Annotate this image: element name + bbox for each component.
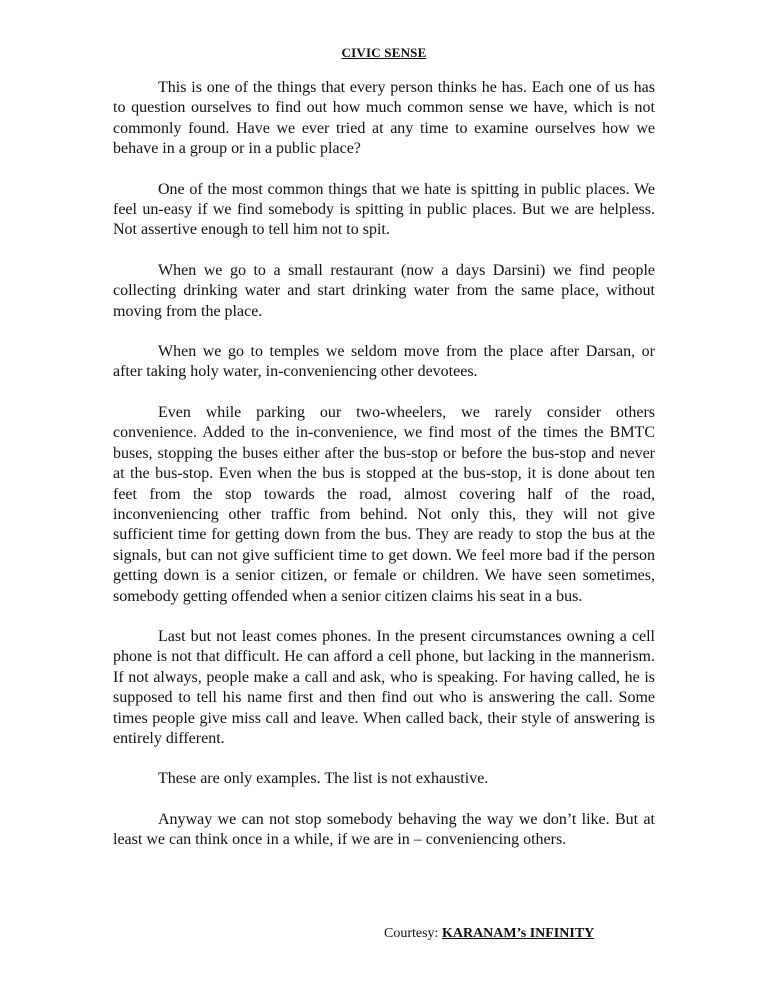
courtesy-line	[384, 926, 594, 942]
courtesy-label: Courtesy:	[384, 926, 442, 941]
paragraph-intro: This is one of the things that every person thinks he has. Each one of us has to question ourselves to find out how much common sense we have, which is not commonly found. Have we ever tried at any time to examine ourselves how we behave in a group or in a public place?	[113, 79, 655, 158]
document-body	[113, 78, 655, 871]
paragraph-temples: When we go to temples we seldom move from the place after Darsan, or after taking holy water, in-conveniencing other devotees.	[113, 343, 655, 381]
document-title: CIVIC SENSE	[341, 45, 427, 60]
paragraph-examples: These are only examples. The list is not exhaustive.	[158, 770, 489, 788]
paragraph-phones: Last but not least comes phones. In the present circumstances owning a cell phone is not that difficult. He can afford a cell phone, but lacking in the mannerism. If not always, people make a call and ask, who is speaking. For having called, he is supposed to tell his name first and then find out who is answering the call. Some times people give miss call and leave. When called back, their style of answering is entirely different.	[113, 627, 655, 747]
paragraph-conclusion: Anyway we can not stop somebody behaving the way we don’t like. But at least we can think once in a while, if we are in – conveniencing others.	[113, 810, 655, 849]
paragraph-spitting: One of the most common things that we hate is spitting in public places. We feel un-easy if we find somebody is spitting in public places. But we are helpless. Not assertive enough to tell him not to spit.	[113, 180, 655, 239]
paragraph-restaurant: When we go to a small restaurant (now a days Darsini) we find people collecting drinking water and start drinking water from the same place, without moving from the place.	[113, 261, 655, 320]
paragraph-parking-buses: Even while parking our two-wheelers, we rarely consider others convenience. Added to the in-convenience, we find most of the times the BMTC buses, stopping the buses either after the bus-stop or before the bus-stop and never at the bus-stop. Even when the bus is stopped at the bus-stop, it is done about ten feet from the stop towards the road, almost covering half of the road, inconveniencing other traffic from behind. Not only this, they will not give sufficient time for getting down from the bus. They are ready to stop the bus at the signals, but can not give sufficient time to get down. We feel more bad if the person getting down is a senior citizen, or female or children. We have seen sometimes, somebody getting offended when a senior citizen claims his seat in a bus.	[113, 403, 655, 605]
courtesy-name: KARANAM’s INFINITY	[441, 926, 595, 941]
